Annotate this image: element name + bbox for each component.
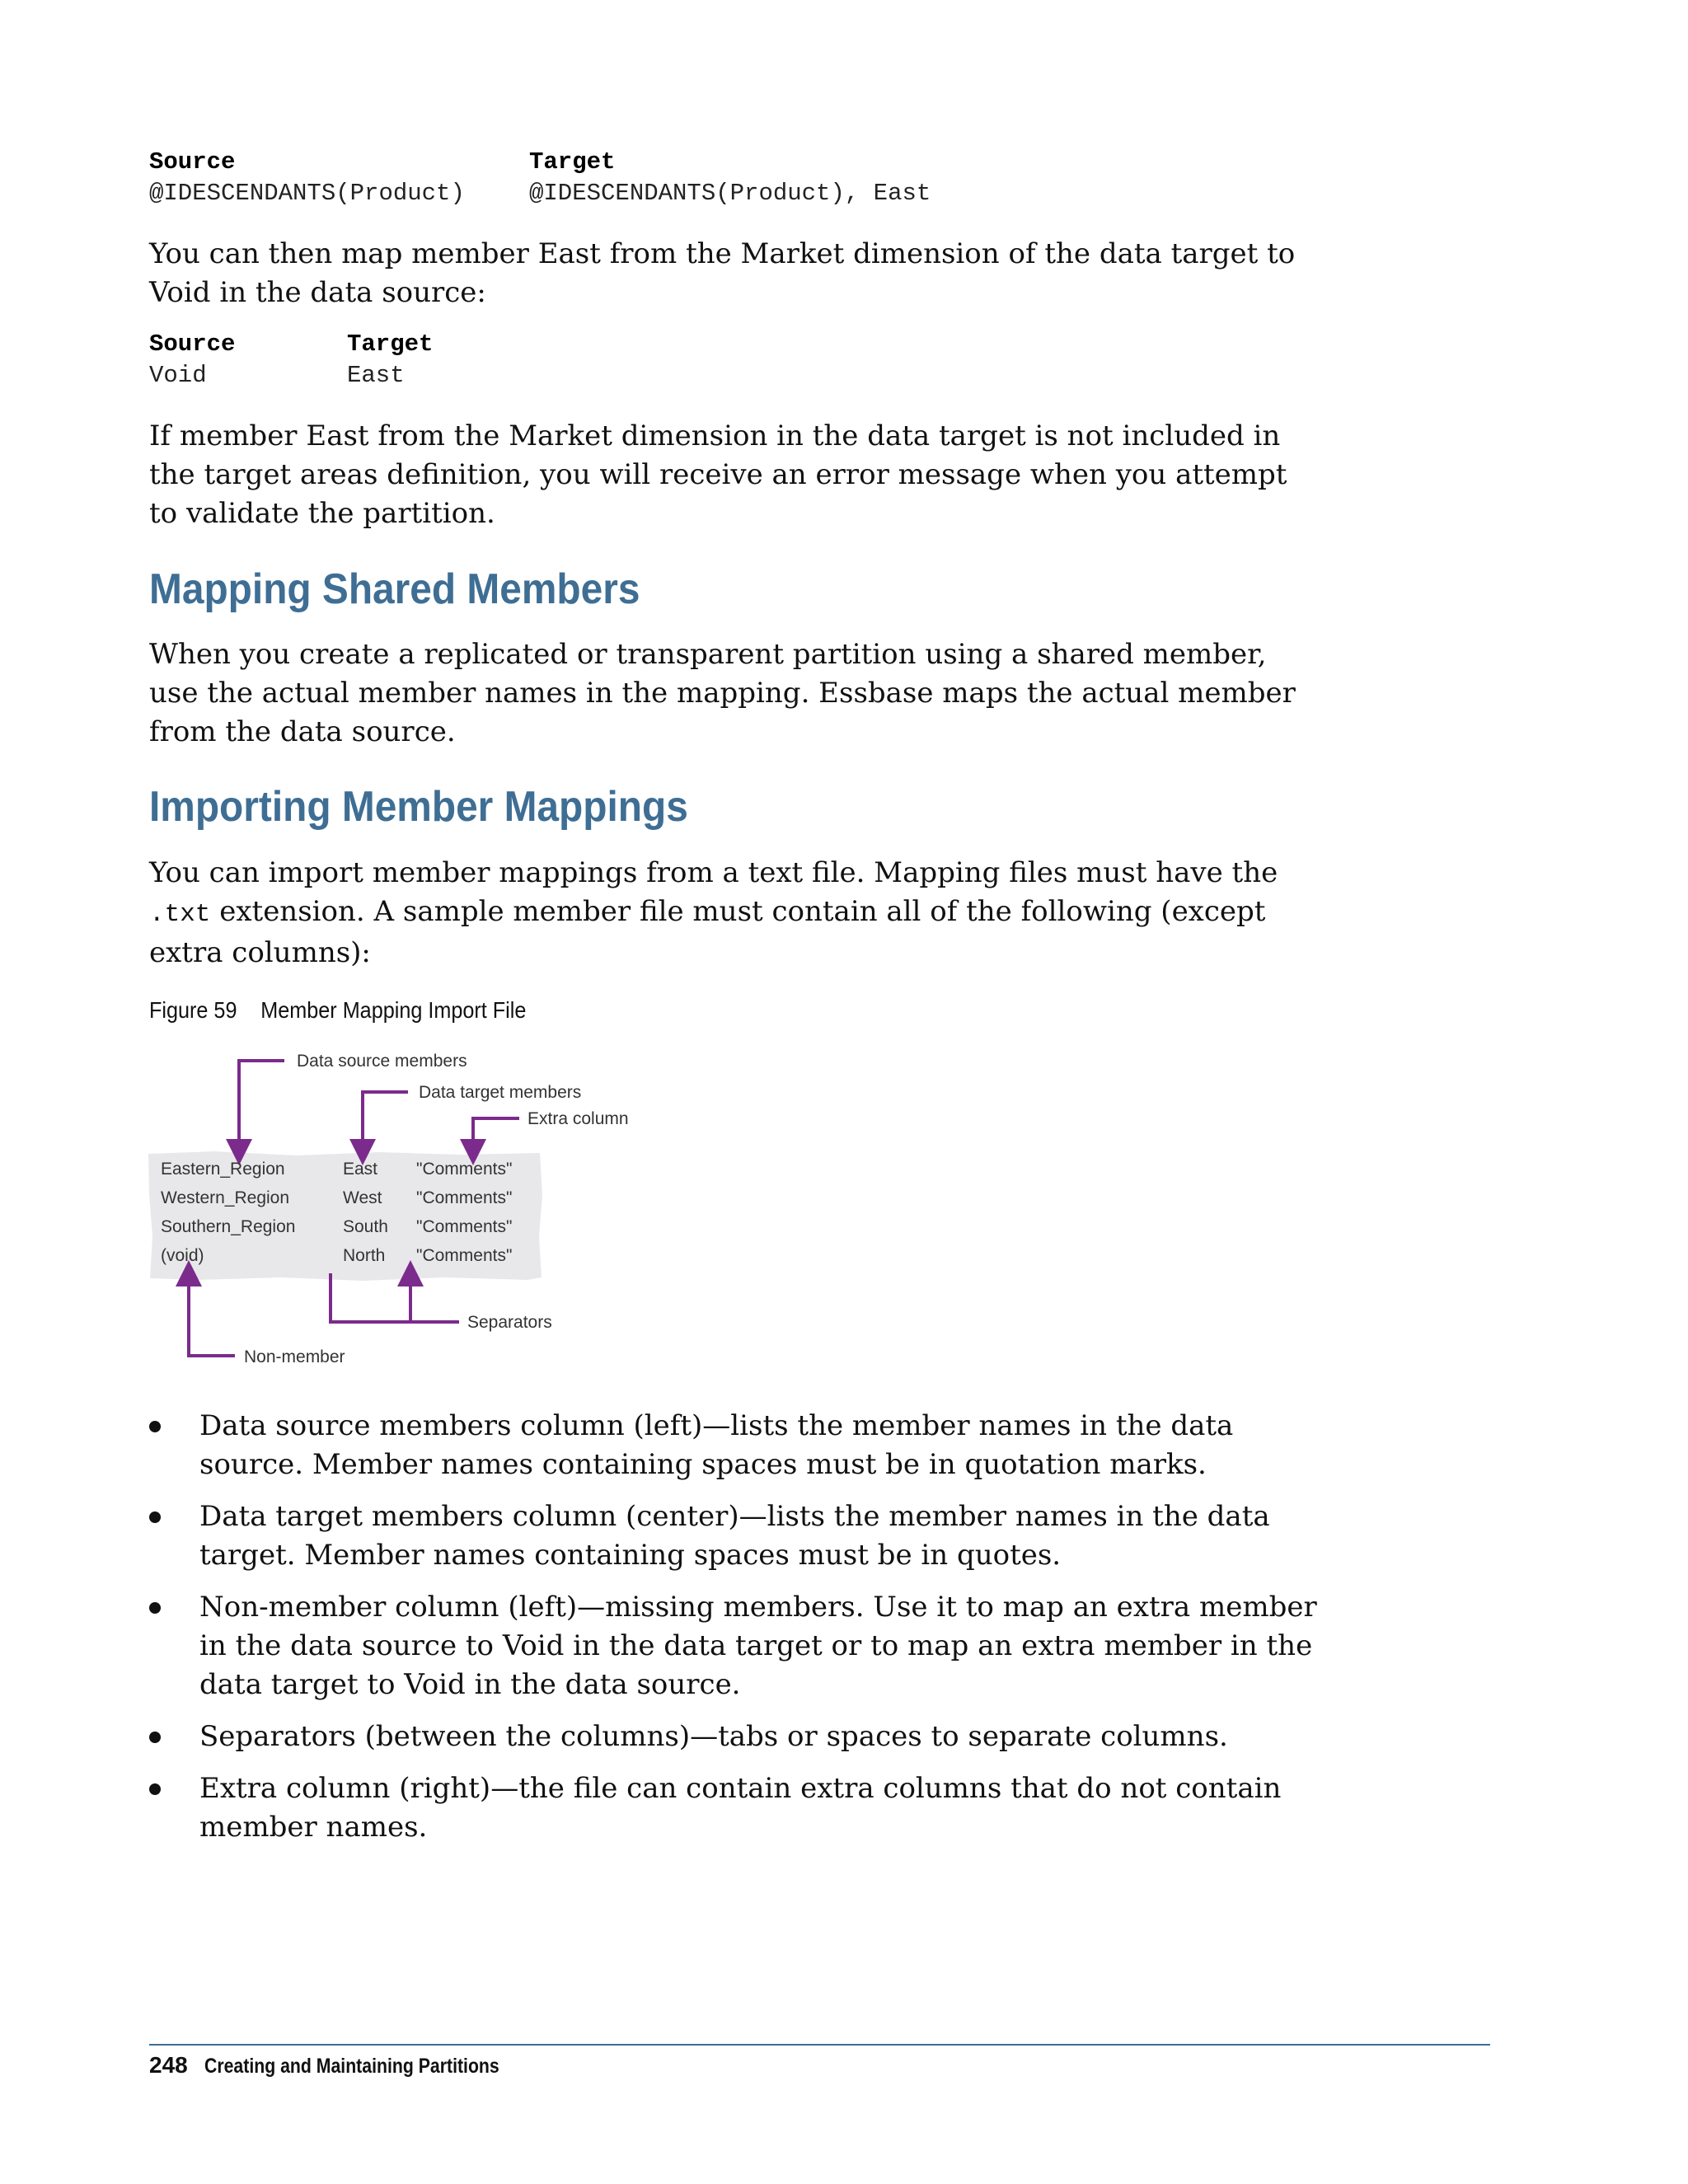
list-item-text: Data target members column (center)—lists the member names in the data target. Member names containing spaces must be in quotes. <box>199 1500 1270 1572</box>
list-item-text: Extra column (right)—the file can contain extra columns that do not contain member names. <box>199 1772 1282 1844</box>
arrow-extra-column <box>473 1118 519 1152</box>
column-description-list <box>149 1407 1320 1860</box>
page-number: 248 <box>149 2052 188 2078</box>
map1-source-value: @IDESCENDANTS(Product) <box>149 180 465 207</box>
row4-target: North <box>343 1246 386 1265</box>
map2-source-header: Source <box>149 330 236 358</box>
importing-text-part1: You can import member mappings from a text file. Mapping files must have the <box>149 856 1278 889</box>
paragraph-validation-error: If member East from the Market dimension in the data target is not included in the target areas definition, you will receive an error message when you attempt to validate the partition. <box>149 419 1287 530</box>
row2-target: West <box>343 1188 382 1207</box>
arrow-separators <box>331 1273 459 1322</box>
row1-source: Eastern_Region <box>161 1160 285 1179</box>
row3-source: Southern_Region <box>161 1217 296 1236</box>
label-data-target-members: Data target members <box>419 1083 582 1102</box>
label-non-member: Non-member <box>244 1347 345 1366</box>
row3-target: South <box>343 1217 388 1236</box>
paragraph-map-east-to-void: You can then map member East from the Market dimension of the data target to Void in the data source: <box>149 237 1296 309</box>
row1-extra: "Comments" <box>416 1160 513 1179</box>
bullet-dot <box>149 1602 161 1614</box>
list-item-text: Non-member column (left)—missing members. Use it to map an extra member in the data source to Void in the data target or to map an extra member in the data target to Void in the data source. <box>199 1591 1317 1701</box>
paragraph-shared-members: When you create a replicated or transparent partition using a shared member, use the actual member names in the mapping. Essbase maps the actual member from the data source. <box>149 638 1296 748</box>
heading-importing-member-mappings: Importing Member Mappings <box>149 783 688 831</box>
figure-number: Figure 59 <box>149 997 237 1023</box>
row2-extra: "Comments" <box>416 1188 513 1207</box>
footer-rule <box>149 2044 1490 2046</box>
list-item <box>149 1769 1320 1847</box>
row4-source: (void) <box>161 1246 204 1265</box>
arrow-non-member <box>189 1273 235 1356</box>
map1-target-header: Target <box>529 148 616 176</box>
figure-title: Member Mapping Import File <box>260 997 527 1023</box>
page-footer <box>149 2052 551 2079</box>
list-item-text: Separators (between the columns)—tabs or spaces to separate columns. <box>199 1720 1228 1753</box>
label-separators: Separators <box>467 1313 552 1332</box>
map2-source-value: Void <box>149 362 207 389</box>
row2-source: Western_Region <box>161 1188 290 1207</box>
list-item <box>149 1407 1320 1484</box>
txt-extension-code: .txt <box>149 900 211 929</box>
label-extra-column: Extra column <box>528 1109 629 1128</box>
map2-target-header: Target <box>347 330 434 358</box>
importing-text-part2: extension. A sample member file must contain all of the following (except extra columns): <box>149 895 1266 969</box>
label-data-source-members: Data source members <box>297 1052 467 1071</box>
list-item <box>149 1718 1320 1756</box>
map1-target-value: @IDESCENDANTS(Product), East <box>529 180 931 207</box>
list-item-text: Data source members column (left)—lists the member names in the data source. Member names containing spaces must be in quotation marks. <box>199 1409 1234 1481</box>
bullet-dot <box>149 1421 161 1432</box>
chapter-title: Creating and Maintaining Partitions <box>204 2055 499 2078</box>
bullet-dot <box>149 1783 161 1795</box>
list-item <box>149 1588 1320 1704</box>
heading-mapping-shared-members: Mapping Shared Members <box>149 565 640 613</box>
bullet-dot <box>149 1732 161 1743</box>
bullet-dot <box>149 1511 161 1523</box>
row3-extra: "Comments" <box>416 1217 513 1236</box>
row4-extra: "Comments" <box>416 1246 513 1265</box>
row1-target: East <box>343 1160 378 1179</box>
arrow-data-source-members <box>239 1061 284 1152</box>
list-item <box>149 1497 1320 1575</box>
map1-source-header: Source <box>149 148 236 176</box>
map2-target-value: East <box>347 362 405 389</box>
arrow-data-target-members <box>363 1092 408 1152</box>
